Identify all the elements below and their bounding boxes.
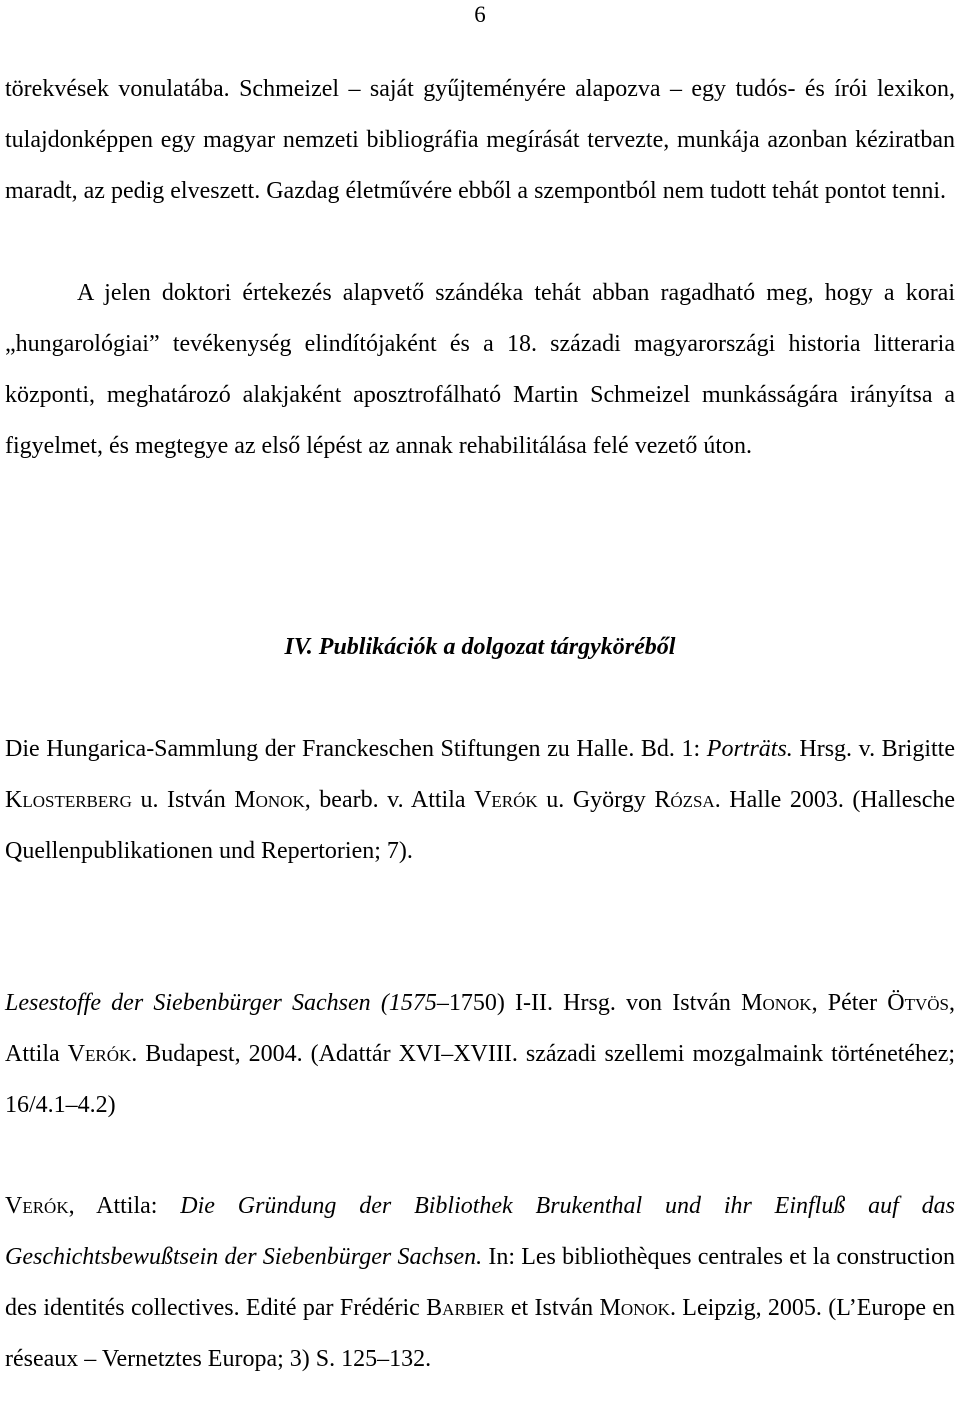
pub2-author-otvos: Ötvös — [887, 990, 950, 1016]
pub1-text: , bearb. v. Attila — [304, 787, 475, 813]
pub2-title: Lesestoffe der Siebenbürger Sachsen (1575– — [5, 990, 449, 1016]
section-heading: IV. Publikációk a dolgozat tárgyköréből — [284, 634, 676, 660]
page-number: 6 — [474, 2, 486, 27]
pub3-text: In: Les bibliothèques centrales et la construction des identités collectives. Edité par Frédéric — [5, 1244, 956, 1321]
pub1-author-verok: Verók — [474, 787, 538, 813]
pub2-author-monok: Monok — [741, 990, 812, 1016]
pub1-text: u. György — [537, 787, 655, 813]
pub3-author-monok: Monok — [599, 1295, 670, 1321]
pub1-text: Hrsg. v. Brigitte — [792, 736, 955, 762]
publication-entry-1 — [5, 724, 955, 877]
pub3-text: et István — [504, 1295, 600, 1321]
pub1-author-klosterberg: Klosterberg — [5, 787, 132, 813]
pub2-text: , Péter — [811, 990, 888, 1016]
publication-entry-3 — [5, 1181, 955, 1385]
pub3-author-verok: Verók — [5, 1193, 69, 1219]
pub2-text: , Attila — [5, 990, 956, 1067]
pub3-author-barbier: Barbier — [426, 1295, 505, 1321]
pub1-title: Die Hungarica-Sammlung der Franckeschen Stiftungen zu Halle. Bd. 1: — [5, 736, 707, 762]
pub1-author-rozsa: Rózsa — [654, 787, 715, 813]
pub2-author-verok: Verók — [67, 1041, 132, 1067]
pub1-author-monok: Monok — [234, 787, 305, 813]
pub1-text: u. István — [131, 787, 235, 813]
pub2-text: 1750) I-II. Hrsg. von István — [448, 990, 742, 1016]
paragraph-purpose: A jelen doktori értekezés alapvető szándéka tehát abban ragadható meg, hogy a korai „hungarológiai” tevékenység elindítójaként és a 18. századi magyarországi historia litteraria központi, meghatározó alakjaként aposztrofálható Martin Schmeizel munkásságára irányítsa a figyelmet, és megtegye az első lépést az annak rehabilitálása felé vezető úton. — [5, 280, 955, 459]
paragraph-intro: törekvések vonulatába. Schmeizel – saját gyűjteményére alapozva – egy tudós- és írói lexikon, tulajdonképpen egy magyar nemzeti bibliográfia megírását tervezte, munkája azonban kéziratban maradt, az pedig elveszett. Gazdag életművére ebből a szempontból nem tudott tehát pontot tenni. — [5, 76, 955, 204]
publication-entry-2 — [5, 978, 955, 1131]
pub3-text: . Leipzig, 2005. (L’Europe en réseaux – Vernetztes Europa; 3) S. 125–132. — [5, 1295, 955, 1372]
pub1-subtitle: Porträts. — [706, 736, 793, 762]
pub1-text: . Halle 2003. (Hallesche Quellenpublikationen und Repertorien; 7). — [5, 787, 956, 864]
pub2-text: . Budapest, 2004. (Adattár XVI–XVIII. századi szellemi mozgalmaink történetéhez; 16/4.1–4.2) — [5, 1041, 956, 1118]
pub3-title: Die Gründung der Bibliothek Brukenthal und ihr Einfluß auf das Geschichtsbewußtsein der Siebenbürger Sachsen. — [5, 1193, 955, 1270]
pub3-text: , Attila: — [68, 1193, 181, 1219]
